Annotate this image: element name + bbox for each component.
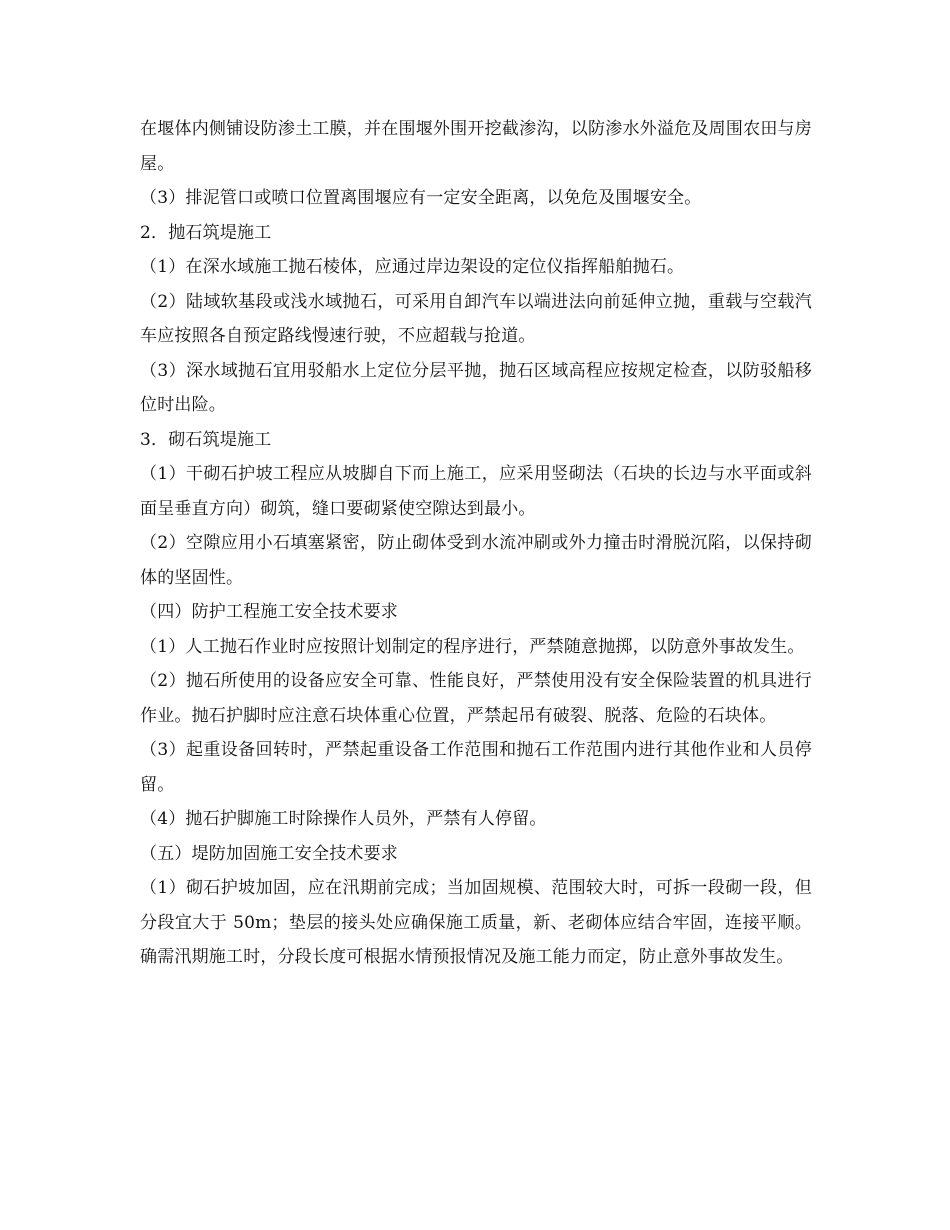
paragraph-item: （3）起重设备回转时，严禁起重设备工作范围和抛石工作范围内进行其他作业和人员停留。	[140, 740, 812, 795]
paragraph-item: （3）深水域抛石宜用驳船水上定位分层平抛，抛石区域高程应按规定检查，以防驳船移位时出险。	[140, 360, 812, 415]
paragraph-item: （2）抛石所使用的设备应安全可靠、性能良好，严禁使用没有安全保险装置的机具进行作业。抛石护脚时应注意石块体重心位置，严禁起吊有破裂、脱落、危险的石块体。	[140, 671, 812, 726]
paragraph-item: （4）抛石护脚施工时除操作人员外，严禁有人停留。	[140, 809, 547, 829]
paragraph-continuation: 在堰体内侧铺设防渗土工膜，并在围堰外围开挖截渗沟，以防渗水外溢危及周围农田与房屋。	[140, 119, 812, 174]
paragraph-item: （2）陆域软基段或浅水域抛石，可采用自卸汽车以端进法向前延伸立抛，重载与空载汽车应按照各自预定路线慢速行驶，不应超载与抢道。	[140, 291, 812, 346]
section-heading: 2．抛石筑堤施工	[140, 222, 272, 243]
paragraph-item: （2）空隙应用小石填塞紧密，防止砌体受到水流冲刷或外力撞击时滑脱沉陷，以保持砌体的坚固性。	[140, 533, 812, 588]
section-heading: 3．砌石筑堤施工	[140, 429, 272, 450]
paragraph-item: （1）干砌石护坡工程应从坡脚自下而上施工，应采用竖砌法（石块的长边与水平面或斜面呈垂直方向）砌筑，缝口要砌紧使空隙达到最小。	[140, 464, 812, 519]
document-body	[140, 112, 812, 975]
paragraph-item: （3）排泥管口或喷口位置离围堰应有一定安全距离，以免危及围堰安全。	[140, 188, 702, 208]
section-heading: （四）防护工程施工安全技术要求	[140, 602, 398, 622]
paragraph-item: （1）人工抛石作业时应按照计划制定的程序进行，严禁随意抛掷，以防意外事故发生。	[140, 636, 805, 657]
paragraph-item: （1）砌石护坡加固，应在汛期前完成；当加固规模、范围较大时，可拆一段砌一段，但分段宜大于 50m；垫层的接头处应确保施工质量，新、老砌体应结合牢固，连接平顺。确需汛期施工时，分段长度可根据水情预报情况及施工能力而定，防止意外事故发生。	[140, 878, 812, 967]
section-heading: （五）堤防加固施工安全技术要求	[140, 843, 398, 864]
paragraph-item: （1）在深水域施工抛石棱体，应通过岸边架设的定位仪指挥船舶抛石。	[140, 257, 685, 277]
